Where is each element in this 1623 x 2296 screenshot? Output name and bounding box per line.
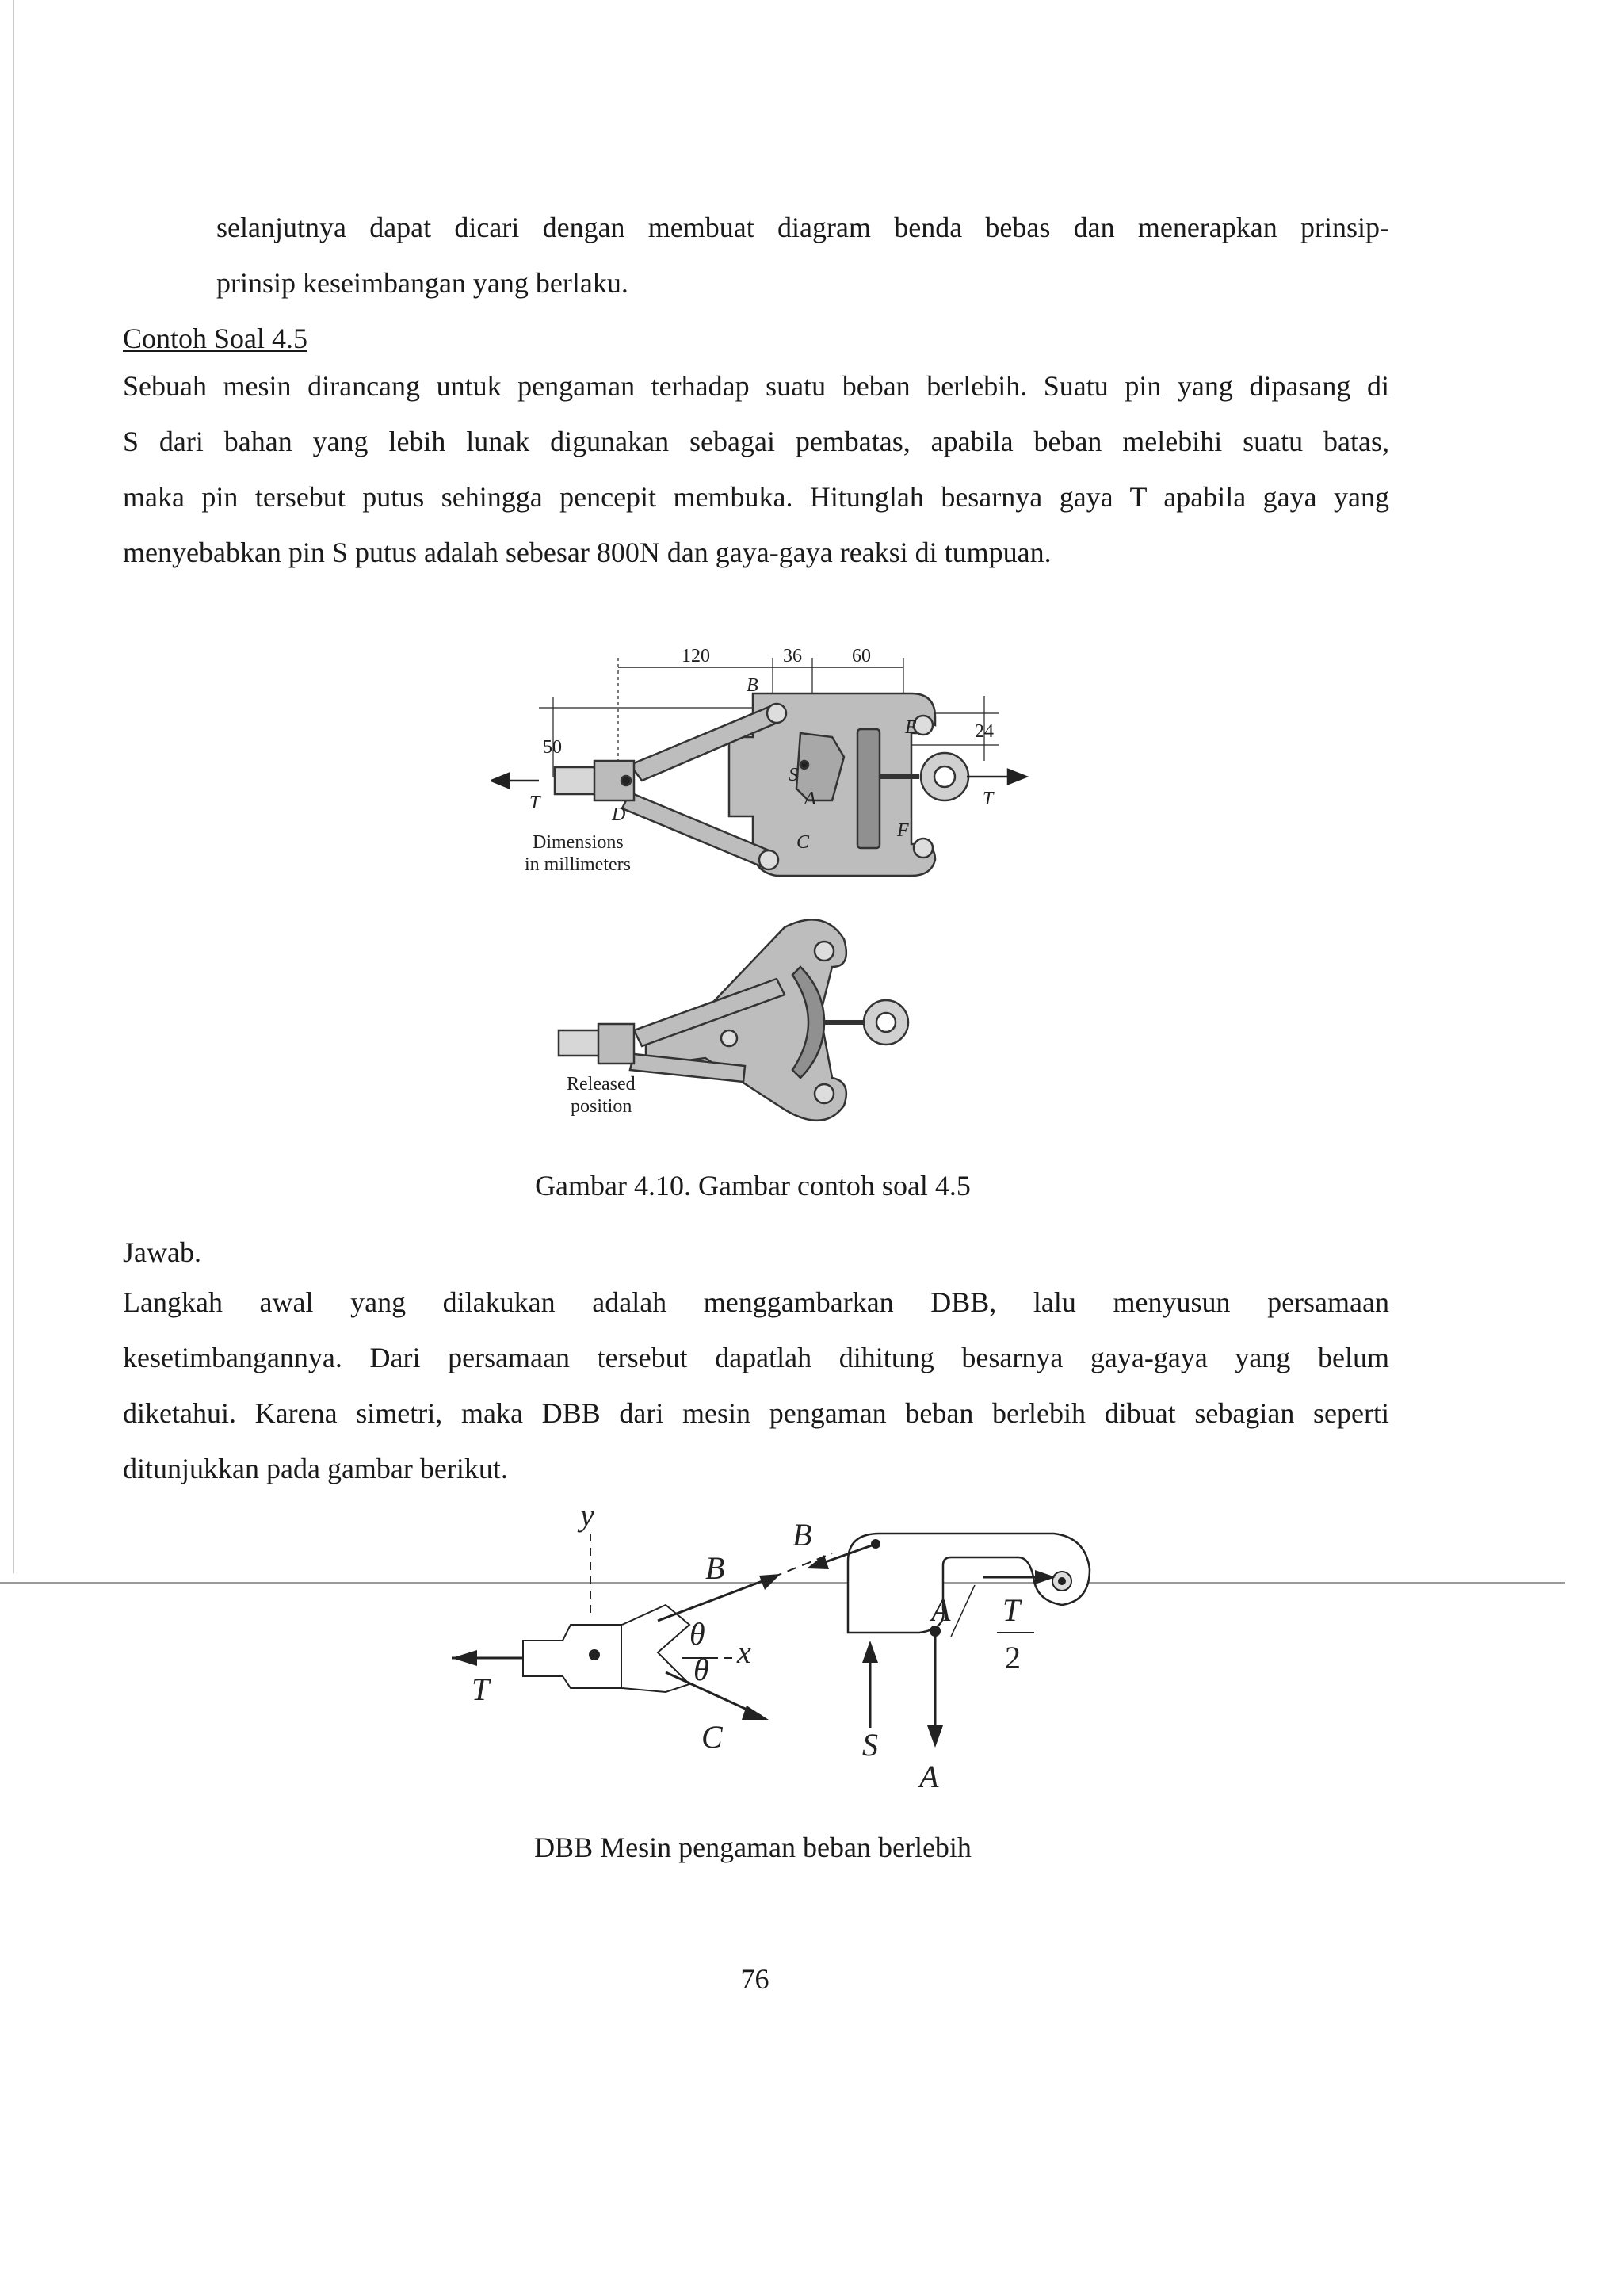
page-number: 76 (740, 1963, 769, 1995)
released-note-line-1: Released (567, 1074, 636, 1095)
answer-line-4: ditunjukkan pada gambar berikut. (123, 1453, 508, 1484)
label-t: T (472, 1671, 490, 1707)
problem-statement (123, 358, 1389, 525)
label-c: C (701, 1719, 723, 1755)
problem-line-1: Sebuah mesin dirancang untuk pengaman terhadap suatu beban berlebih. Suatu pin yang dipasang di (123, 370, 1389, 402)
problem-line-2: S dari bahan yang lebih lunak digunakan sebagai pembatas, apabila beban melebihi suatu batas, (123, 426, 1389, 457)
dimension-60: 60 (852, 646, 871, 667)
label-e: E (905, 717, 917, 738)
problem-line-3: maka pin tersebut putus sehingga pencepit membuka. Hitunglah besarnya gaya T apabila gaya yang (123, 481, 1389, 513)
label-f: F (897, 820, 909, 841)
dimension-50: 50 (543, 737, 562, 758)
figure-caption-dbb: DBB Mesin pengaman beban berlebih (534, 1832, 972, 1863)
scan-margin-line (13, 0, 14, 1573)
answer-paragraph (123, 1274, 1389, 1441)
label-b: B (747, 675, 758, 696)
answer-line-1: Langkah awal yang dilakukan adalah menggambarkan DBB, lalu menyusun persamaan (123, 1286, 1389, 1318)
label-t-right: T (983, 789, 994, 809)
released-note-line-2: position (571, 1096, 632, 1117)
answer-line-3: diketahui. Karena simetri, maka DBB dari mesin pengaman beban berlebih dibuat sebagian seperti (123, 1397, 1389, 1429)
label-c: C (796, 832, 810, 853)
dimensions-note-line-1: Dimensions (533, 832, 624, 853)
paragraph-1-line-1: selanjutnya dapat dicari dengan membuat diagram benda bebas dan menerapkan prinsip- (216, 212, 1389, 243)
label-x-axis: x (737, 1634, 751, 1670)
label-a-point: A (931, 1592, 951, 1628)
label-a: A (804, 789, 816, 809)
label-t-half-numerator: T (1002, 1592, 1021, 1628)
answer-label: Jawab. (123, 1236, 201, 1268)
free-body-diagram (428, 1490, 1125, 1799)
dimension-120: 120 (682, 646, 710, 667)
dimension-24: 24 (975, 721, 994, 742)
example-title: Contoh Soal 4.5 (123, 323, 308, 354)
label-s: S (862, 1727, 878, 1763)
label-b-link: B (705, 1550, 725, 1586)
label-a-force: A (919, 1759, 939, 1794)
label-t-left: T (529, 793, 540, 813)
label-b-body: B (792, 1517, 812, 1553)
label-theta-lower: θ (693, 1652, 709, 1687)
dimensions-note-line-2: in millimeters (525, 854, 631, 875)
paragraph-1-line-2: prinsip keseimbangan yang berlaku. (216, 267, 628, 299)
problem-line-4: menyebabkan pin S putus adalah sebesar 800N dan gaya-gaya reaksi di tumpuan. (123, 537, 1052, 568)
answer-line-2: kesetimbangannya. Dari persamaan tersebut dapatlah dihitung besarnya gaya-gaya yang belum (123, 1342, 1389, 1373)
dimension-36: 36 (783, 646, 802, 667)
label-theta-upper: θ (689, 1616, 705, 1652)
label-y-axis: y (580, 1497, 594, 1533)
label-d: D (612, 804, 626, 825)
label-t-half-denominator: 2 (1005, 1640, 1021, 1675)
figure-4-10-mechanism (491, 634, 1046, 1173)
figure-caption-4-10: Gambar 4.10. Gambar contoh soal 4.5 (535, 1170, 971, 1201)
label-s: S (789, 765, 798, 785)
